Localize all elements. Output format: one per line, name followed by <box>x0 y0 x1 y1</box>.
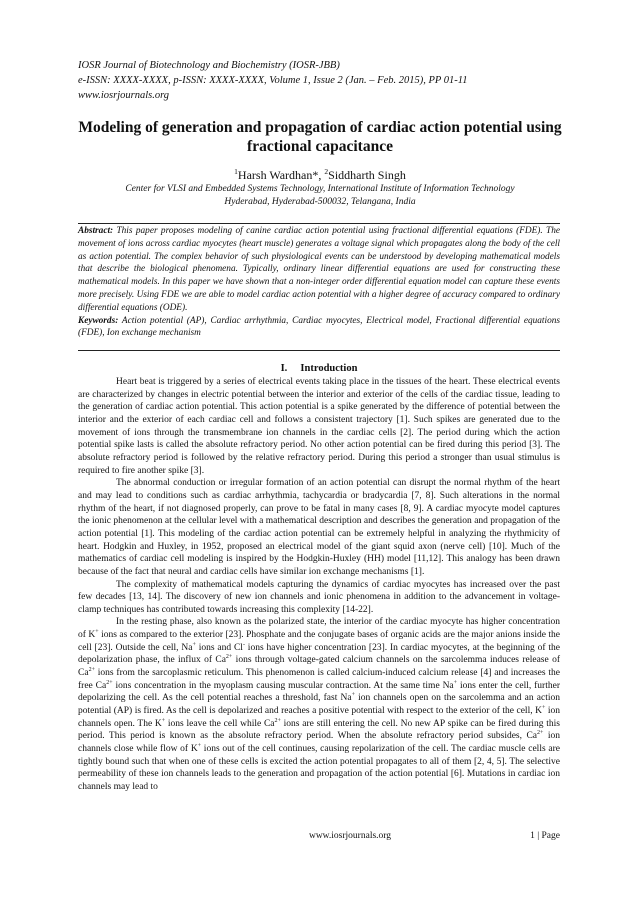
calcium-charge: 2+ <box>537 730 544 737</box>
section-title: Introduction <box>300 363 358 374</box>
journal-header <box>78 58 578 103</box>
p4-segment-7: ions concentration in the myoplasm causing muscular contraction. At the same time Na <box>112 680 454 691</box>
affiliation-line-2: Hyderabad, Hyderabad-500032, Telangana, India <box>224 197 416 207</box>
journal-issn-volume: e-ISSN: XXXX-XXXX, p-ISSN: XXXX-XXXX, Volume 1, Issue 2 (Jan. – Feb. 2015), PP 01-11 <box>78 75 468 86</box>
p4-segment-11: ions leave the cell while Ca <box>165 718 275 729</box>
calcium-charge: 2+ <box>274 717 281 724</box>
sodium-charge: + <box>351 692 355 699</box>
author-1: Harsh Wardhan*, <box>237 168 325 182</box>
keywords-paragraph <box>78 315 560 341</box>
keywords-text: Action potential (AP), Cardiac arrhythmia, Cardiac myocytes, Electrical model, Fractional differential equations (FDE), Ion exchange mechanism <box>78 315 560 339</box>
abstract-block <box>78 225 560 340</box>
abstract-label: Abstract: <box>78 226 114 236</box>
p4-segment-2: ions as compared to the exterior [23]. Phosphate and the conjugate bases of organic acids are the major anions inside the cell [23]. Outside the cell, Na <box>78 630 561 653</box>
sodium-charge: + <box>192 641 196 648</box>
affiliation-line-1: Center for VLSI and Embedded Systems Technology, International Institute of Information Technology <box>125 184 515 194</box>
author-2: Siddharth Singh <box>328 168 406 182</box>
abstract-paragraph <box>78 225 560 315</box>
p4-segment-1: In the resting phase, also known as the polarized state, the interior of the cardiac myocyte has higher concentration of K <box>78 617 560 641</box>
potassium-charge: + <box>95 628 99 635</box>
paper-title: Modeling of generation and propagation of cardiac action potential using fractional capacitance <box>78 119 562 155</box>
p4-segment-10: ion channels open. The K <box>78 706 560 729</box>
abstract-text: This paper proposes modeling of canine cardiac action potential using fractional differential equations (FDE). The movement of ions across cardiac myocytes (heart muscle) generates a voltage signal which propagates along the body of the cell as action potential. The complex behavior of such physiological events can be understood by developing mathematical models that describe the biological phenomena. Typically, ordinary linear differential equations are used for constructing these mathematical models. In this paper we have shown that a non-integer order differential equation model can capture these events more precisely. Using FDE we are able to model cardiac action potential with a higher degree of accuracy compared to ordinary differential equations (ODE). <box>78 226 560 313</box>
potassium-charge: + <box>197 742 202 749</box>
author-2-affiliation-mark: 2 <box>324 167 329 176</box>
p4-segment-3: ions and Cl <box>195 642 243 653</box>
section-heading <box>78 363 560 374</box>
paragraph-3: The complexity of mathematical models capturing the dynamics of cardiac myocytes has increased over the past few decades [13, 14]. The discovery of new ion channels and ionic phenomena in addition to the advancement in voltage-clamp techniques has contributed towards increasing this complexity [14-22]. <box>78 579 560 615</box>
calcium-charge: 2+ <box>106 679 113 686</box>
author-1-affiliation-mark: 1 <box>234 167 238 176</box>
p4-segment-13: ion channels close while flow of K <box>78 731 561 755</box>
affiliation <box>70 183 570 209</box>
chloride-charge: - <box>242 641 245 648</box>
journal-website: www.iosrjournals.org <box>78 90 170 101</box>
p4-segment-12: ions are still entering the cell. No new AP spike can be fired during this period. This period is known as the absolute refractory period. When the absolute refractory period subsides, Ca <box>78 718 560 742</box>
author-line <box>70 164 570 183</box>
sodium-charge: + <box>453 679 458 686</box>
paragraph-1: Heart beat is triggered by a series of electrical events taking place in the tissues of the heart. These electrical events are characterized by changes in electric potential between the interior and exterior of the cells of the cardiac tissue, leading to the generation of cardiac action potential. This action potential is a spike generated by the difference of potential between the interior and the exterior of each cardiac cell and follows a consistent trajectory [1]. Such spikes are generated due to the movement of ions through the transmembrane ion channels in the cardiac cells [2]. The period during which the action potential spike lasts is called the absolute refractory period. No other action potential can be fired during this period [3]. The absolute refractory period is followed by the relative refractory period. During this period a stronger than usual stimulus is required to fire another spike [3]. <box>78 377 560 476</box>
paragraph-4 <box>78 616 560 793</box>
p4-segment-5: ions through voltage-gated calcium channels on the sarcolemma induces release of Ca <box>78 655 560 679</box>
footer-page-number: 1 | Page <box>530 831 560 841</box>
journal-name: IOSR Journal of Biotechnology and Biochemistry (IOSR-JBB) <box>78 60 340 71</box>
paragraph-2: The abnormal conduction or irregular formation of an action potential can disrupt the normal rhythm of the heart and may lead to conditions such as cardiac arrhythmia, tachycardia or bradycardia [7, 8]. Such alterations in the normal rhythm of the heart, if not diagnosed properly, can prove to be fatal in many cases [8, 9]. A cardiac myocyte model captures the ionic phenomenon at the cellular level with a mathematical description and describes the generation and propagation of the action potential [1]. This modeling of the cardiac action potential can be extremely helpful in analyzing the rhythmicity of heart. Hodgkin and Huxley, in 1952, proposed an electrical model of the giant squid axon (nerve cell) [10]. Much of the mathematics of cardiac cell modeling is inspired by the Hodgkin-Huxley (HH) model [11,12]. This analogy has been drawn because of the fact that neural and cardiac cells have similar ion exchange mechanisms [1]. <box>78 478 560 577</box>
p4-segment-6: ions from the sarcoplasmic reticulum. This phenomenon is called calcium-induced calcium release [4] and increases the free Ca <box>78 668 560 691</box>
section-number: I. <box>280 363 288 374</box>
p4-segment-9: ion channels open on the sarcolemma and an action potential (AP) is fired. As the cell is depolarized and reaches a positive potential with respect to the exterior of the cell, K <box>78 693 561 717</box>
abstract-top-rule <box>78 223 560 224</box>
calcium-charge: 2+ <box>225 654 233 661</box>
body-text <box>78 376 560 794</box>
potassium-charge: + <box>161 717 166 724</box>
p4-segment-8: ions enter the cell, further depolarizing the cell. As the cell potential reaches a threshold, fast Na <box>78 680 560 704</box>
calcium-charge: 2+ <box>88 666 95 673</box>
footer-website: www.iosrjournals.org <box>308 831 392 841</box>
potassium-charge: + <box>541 704 546 711</box>
keywords-label: Keywords: <box>78 315 119 326</box>
p4-segment-14: ions out of the cell continues, causing repolarization of the cell. The cardiac muscle cells are tightly bound such that when one of these cells is excited the action potential propagates to all of them [2, 4, 5]. The selective permeability of these ion channels leads to the generation and propagation of the action potential [6]. Mutations in cardiac ion channels may lead to <box>78 744 560 792</box>
p4-segment-4: ions have higher concentration [23]. In cardiac myocytes, at the beginning of the depolarization phase, the influx of Ca <box>78 642 560 666</box>
abstract-bottom-rule <box>78 350 560 351</box>
